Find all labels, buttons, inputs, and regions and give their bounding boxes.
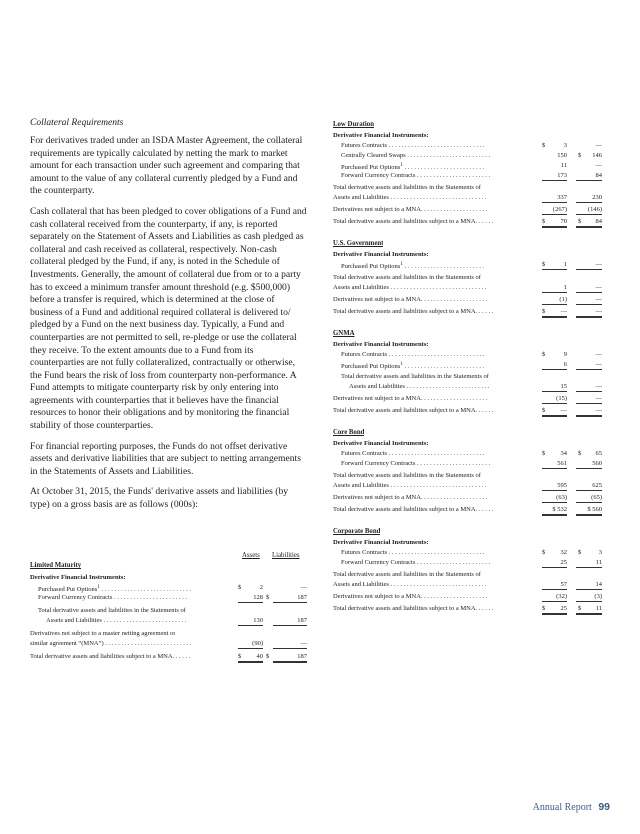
assets-header: Assets [242, 552, 260, 559]
assets-value: — [542, 307, 567, 318]
table-row [333, 394, 605, 404]
row-label: Purchased Put Options [341, 263, 401, 271]
gnma-table [333, 329, 605, 416]
table-title-row [333, 428, 605, 438]
assets-value: 25 [542, 558, 567, 568]
row-label: Assets and Liabilities . . . . . . . . . . . . . . . . . . . . . . . . . . . . . . [333, 284, 487, 291]
row-label: Futures Contracts . . . . . . . . . . . . . . . . . . . . . . . . . . . . . . [341, 351, 485, 358]
assets-value: 6 [542, 360, 567, 370]
dfi-row [333, 340, 605, 350]
table-row [30, 629, 308, 639]
liabilities-value: — [595, 162, 602, 169]
liabilities-value: — [576, 283, 602, 293]
dollar-sign: $ [542, 407, 546, 414]
dfi-row [333, 131, 605, 141]
liabilities-value: (65) [576, 493, 602, 503]
assets-value: (1) [542, 295, 567, 305]
assets-value: 130 [238, 616, 263, 626]
liabilities-value: 187 [273, 593, 307, 603]
table-row [333, 548, 605, 558]
assets-value: 337 [542, 193, 567, 203]
table-row [333, 493, 605, 503]
assets-value: 15 [542, 382, 567, 392]
row-label: Derivatives not subject to a master netting agreement or [30, 630, 176, 637]
table-row [333, 570, 605, 580]
paragraph-1: For derivatives traded under an ISDA Master Agreement, the collateral requirements are typically calculated by netting the mark to market amount for each transaction under such agreement and comparing that amount to the value of any collateral currently pledged by a Fund and the counterparty. [30, 135, 303, 197]
table-row [333, 141, 605, 151]
fund-title: U.S. Government [333, 240, 384, 247]
liabilities-value: $ 560 [576, 505, 602, 516]
liabilities-value: 14 [576, 580, 602, 590]
page-number: 99 [598, 801, 610, 813]
fund-title: Corporate Bond [333, 528, 381, 535]
fund-title: GNMA [333, 330, 355, 337]
row-label: Total derivative assets and liabilities subject to a MNA. . . . . . [30, 653, 191, 660]
dollar-sign: $ [542, 261, 546, 268]
table-row [333, 382, 605, 392]
assets-value: 1 [542, 283, 567, 293]
row-label: Total derivative assets and liabilities subject to a MNA. . . . . . [333, 308, 494, 315]
liabilities-header: Liabilities [272, 552, 300, 559]
row-label: Derivatives not subject to a MNA. . . . . . . . . . . . . . . . . . . . . [333, 395, 488, 402]
row-label: Total derivative assets and liabilities subject to a MNA. . . . . . [333, 218, 494, 225]
section-heading: Collateral Requirements [30, 118, 124, 128]
row-label: Purchased Put Options [38, 586, 98, 594]
row-label: Forward Currency Contracts . . . . . . . . . . . . . . . . . . . . . . . [38, 594, 188, 601]
liabilities-value: 11 [576, 604, 602, 615]
row-label: Total derivative assets and liabilities in the Statements of [333, 472, 481, 479]
assets-value: 150 [557, 152, 567, 159]
liabilities-value: 3 [598, 549, 602, 556]
row-label: Total derivative assets and liabilities in the Statements of [333, 184, 481, 191]
dollar-sign: $ [578, 549, 582, 556]
page-footer [533, 801, 610, 813]
table-row [333, 459, 605, 469]
row-label: Assets and Liabilities . . . . . . . . . . . . . . . . . . . . . . . . . . [46, 617, 187, 624]
liabilities-value: 187 [273, 616, 307, 626]
right-column [333, 120, 605, 626]
paragraph-3: For financial reporting purposes, the Funds do not offset derivative assets and derivative liabilities that are subject to netting arrangements in the Statements of Assets and Liabilities. [30, 440, 301, 477]
liabilities-value: 65 [595, 450, 602, 457]
row-label: Derivatives not subject to a MNA. . . . . . . . . . . . . . . . . . . . . [333, 296, 488, 303]
table-row [333, 449, 605, 459]
row-label: Assets and Liabilities . . . . . . . . . . . . . . . . . . . . . . . . . . . . . . [333, 581, 487, 588]
dfi-label: Derivative Financial Instruments: [333, 341, 429, 348]
dollar-sign: $ [542, 218, 546, 225]
table-row [333, 217, 605, 227]
us-government-table [333, 239, 605, 317]
table-row [333, 471, 605, 481]
dfi-row [333, 439, 605, 449]
liabilities-value: — [576, 307, 602, 318]
liabilities-value: — [300, 584, 307, 591]
dollar-sign: $ [542, 549, 546, 556]
core-bond-table [333, 428, 605, 515]
liabilities-value: — [576, 382, 602, 392]
table-row [333, 151, 605, 161]
row-label: Total derivative assets and liabilities in the Statements of [333, 274, 481, 281]
dollar-sign: $ [542, 605, 546, 612]
dfi-row [333, 250, 605, 260]
dollar-sign: $ [578, 218, 582, 225]
table-row [333, 307, 605, 317]
table-row [30, 652, 308, 662]
fund-title: Core Bond [333, 429, 365, 436]
liabilities-value: — [595, 351, 602, 358]
dollar-sign: $ [542, 308, 546, 315]
dollar-sign: $ [578, 450, 582, 457]
dfi-row [30, 573, 308, 583]
dfi-label: Derivative Financial Instruments: [333, 539, 429, 546]
row-label: Derivatives not subject to a MNA. . . . . . . . . . . . . . . . . . . . . [333, 593, 488, 600]
assets-value: 25 [542, 604, 567, 615]
dfi-label: Derivative Financial Instruments: [30, 574, 126, 581]
row-label: Centrally Cleared Swaps . . . . . . . . . . . . . . . . . . . . . . . . . . [341, 152, 491, 159]
table-row [333, 372, 605, 382]
table-row: Purchased Put Options$^1$ . . . . . . . . . . . . . . . . . . . . . . . . . 11 — [341, 162, 602, 172]
limited-maturity-table [30, 551, 308, 662]
row-label: Total derivative assets and liabilities subject to a MNA. . . . . . [333, 407, 494, 414]
table-title-row [333, 120, 605, 130]
table-row [333, 592, 605, 602]
row-label: Assets and Liabilities . . . . . . . . . . . . . . . . . . . . . . . . . . . . . . [333, 482, 487, 489]
assets-value: 9 [563, 351, 567, 358]
dollar-sign: $ [578, 152, 582, 159]
paragraph-4: At October 31, 2015, the Funds' derivative assets and liabilities (by type) on a gross basis are as follows (000s): [30, 486, 289, 511]
table-row: Purchased Put Options$^1$ . . . . . . . . . . . . . . . . . . . . . . . . . 6 — [341, 361, 602, 371]
table-row [30, 606, 308, 616]
liabilities-value: — [576, 360, 602, 370]
assets-value: 40 [238, 652, 263, 663]
row-label: Purchased Put Options [341, 164, 401, 172]
fund-title: Low Duration [333, 121, 374, 128]
assets-value: 1 [542, 260, 567, 270]
liabilities-value: — [576, 260, 602, 270]
assets-value: 595 [542, 481, 567, 491]
dfi-label: Derivative Financial Instruments: [333, 251, 429, 258]
liabilities-value: 146 [592, 152, 602, 159]
dfi-row [333, 538, 605, 548]
dollar-sign: $ [266, 594, 270, 601]
table-row [333, 505, 605, 515]
footnote-mark: 1 [400, 261, 403, 267]
table-row [30, 616, 308, 626]
row-label: Assets and Liabilities . . . . . . . . . . . . . . . . . . . . . . . . . . . . . . [333, 194, 487, 201]
assets-value: 57 [542, 580, 567, 590]
row-label: Total derivative assets and liabilities in the Statements of [333, 571, 481, 578]
row-label: Forward Currency Contracts . . . . . . . . . . . . . . . . . . . . . . . [341, 559, 491, 566]
assets-value: 11 [560, 162, 567, 169]
liabilities-value: 560 [576, 459, 602, 469]
low-duration-table [333, 120, 605, 227]
assets-value: 128 [238, 593, 263, 603]
paragraph-2: Cash collateral that has been pledged to cover obligations of a Fund and cash collateral received from the counterparty, if any, is reported separately on the Statement of Assets and Liabilities as cash pledged as collateral and cash received as collateral, respectively. Non-cash collateral pledged by the Fund, if any, is noted in the Schedule of Investments. Generally, the amount of collateral due from or to a party has to exceed a minimum transfer amount threshold (e.g. $500,000) before a transfer is required, which is determined at the close of business of a Fund and additional required collateral is delivered to/ pledged by a Fund on the next business day. Typically, a Fund and counterparties are not permitted to sell, re-pledge or use the collateral they receive. To the extent amounts due to a Fund from its counterparties are not fully collateralized, contractually or otherwise, the Fund bears the risk of loss from counterparty non-performance. A Fund attempts to mitigate counterparty risk by only entering into agreements with counterparties that it believes have the financial resources to honor their obligations and by monitoring the financial stability of those counterparties. [30, 205, 307, 432]
dollar-sign: $ [266, 653, 270, 660]
table-row [333, 273, 605, 283]
row-label: Total derivative assets and liabilities in the Statements of [38, 607, 186, 614]
table-row [333, 193, 605, 203]
row-label: Total derivative assets and liabilities in the Statements of [341, 373, 489, 380]
assets-value: (15) [542, 394, 567, 404]
left-column [30, 118, 308, 512]
row-label: Forward Currency Contracts . . . . . . . . . . . . . . . . . . . . . . . [341, 460, 491, 467]
row-label: Futures Contracts . . . . . . . . . . . . . . . . . . . . . . . . . . . . . . [341, 549, 485, 556]
table-row [333, 481, 605, 491]
assets-value: 173 [542, 171, 567, 181]
assets-value: 34 [560, 450, 567, 457]
assets-value: (90) [238, 639, 263, 649]
row-label: Forward Currency Contracts . . . . . . . . . . . . . . . . . . . . . . . [341, 172, 491, 179]
row-label: Purchased Put Options [341, 363, 401, 371]
liabilities-value: (3) [576, 592, 602, 602]
fund-title: Limited Maturity [30, 562, 82, 569]
table-row [333, 558, 605, 568]
dfi-label: Derivative Financial Instruments: [333, 132, 429, 139]
liabilities-value: — [595, 142, 602, 149]
liabilities-value: — [273, 639, 307, 649]
liabilities-value: — [576, 394, 602, 404]
liabilities-value: 84 [576, 171, 602, 181]
dfi-label: Derivative Financial Instruments: [333, 440, 429, 447]
footnote-mark: 1 [400, 162, 403, 168]
table-row [333, 205, 605, 215]
table-title-row [333, 239, 605, 249]
table-row [333, 406, 605, 416]
footer-label: Annual Report [532, 802, 592, 813]
liabilities-value: 11 [576, 558, 602, 568]
table-row [333, 183, 605, 193]
assets-value: (32) [542, 592, 567, 602]
assets-value: 32 [560, 549, 567, 556]
row-label: Futures Contracts . . . . . . . . . . . . . . . . . . . . . . . . . . . . . . [341, 142, 485, 149]
liabilities-value: 230 [576, 193, 602, 203]
dollar-sign: $ [578, 605, 582, 612]
table-row [333, 295, 605, 305]
footnote-mark: 1 [400, 361, 403, 367]
dollar-sign: $ [238, 653, 242, 660]
liabilities-value: (146) [576, 205, 602, 215]
table-row [333, 580, 605, 590]
dollar-sign: $ [238, 584, 242, 591]
assets-value: 70 [542, 217, 567, 228]
row-label: Derivatives not subject to a MNA. . . . . . . . . . . . . . . . . . . . . [333, 494, 488, 501]
table-row [333, 171, 605, 181]
corporate-bond-table [333, 527, 605, 614]
table-row [333, 604, 605, 614]
assets-value: 3 [563, 142, 567, 149]
row-label: Assets and Liabilities . . . . . . . . . . . . . . . . . . . . . . . . . . [349, 383, 490, 390]
table-title-row [30, 561, 308, 571]
row-label: Total derivative assets and liabilities subject to a MNA. . . . . . [333, 506, 494, 513]
row-label: Futures Contracts . . . . . . . . . . . . . . . . . . . . . . . . . . . . . . [341, 450, 485, 457]
table-title-row [333, 527, 605, 537]
liabilities-value: 84 [576, 217, 602, 228]
row-label: Total derivative assets and liabilities subject to a MNA. . . . . . [333, 605, 494, 612]
table-row [30, 593, 308, 603]
table-header-row [30, 551, 308, 561]
dollar-sign: $ [542, 351, 546, 358]
dollar-sign: $ [542, 142, 546, 149]
assets-value: 561 [542, 459, 567, 469]
row-label: similar agreement “(MNA”) . . . . . . . . . . . . . . . . . . . . . . . . . . . [30, 640, 192, 647]
table-row [333, 350, 605, 360]
liabilities-value: 625 [576, 481, 602, 491]
table-row: Purchased Put Options$^1$ . . . . . . . . . . . . . . . . . . . . . . . . . $ 1 — [341, 261, 602, 271]
footnote-mark: 1 [97, 584, 100, 590]
table-row [30, 639, 308, 649]
liabilities-value: 187 [273, 652, 307, 663]
table-title-row [333, 329, 605, 339]
table-row [333, 283, 605, 293]
assets-value: (63) [542, 493, 567, 503]
liabilities-value: — [576, 295, 602, 305]
assets-value: (267) [542, 205, 567, 215]
assets-value: 2 [259, 584, 263, 591]
row-label: Derivatives not subject to a MNA. . . . . . . . . . . . . . . . . . . . . [333, 206, 488, 213]
table-row: Purchased Put Options$^1$ . . . . . . . . . . . . . . . . . . . . . . . . . . . . $ 2 — [38, 584, 307, 594]
assets-value: $ 532 [542, 505, 567, 516]
assets-value: — [542, 406, 567, 417]
liabilities-value: — [576, 406, 602, 417]
dollar-sign: $ [542, 450, 546, 457]
